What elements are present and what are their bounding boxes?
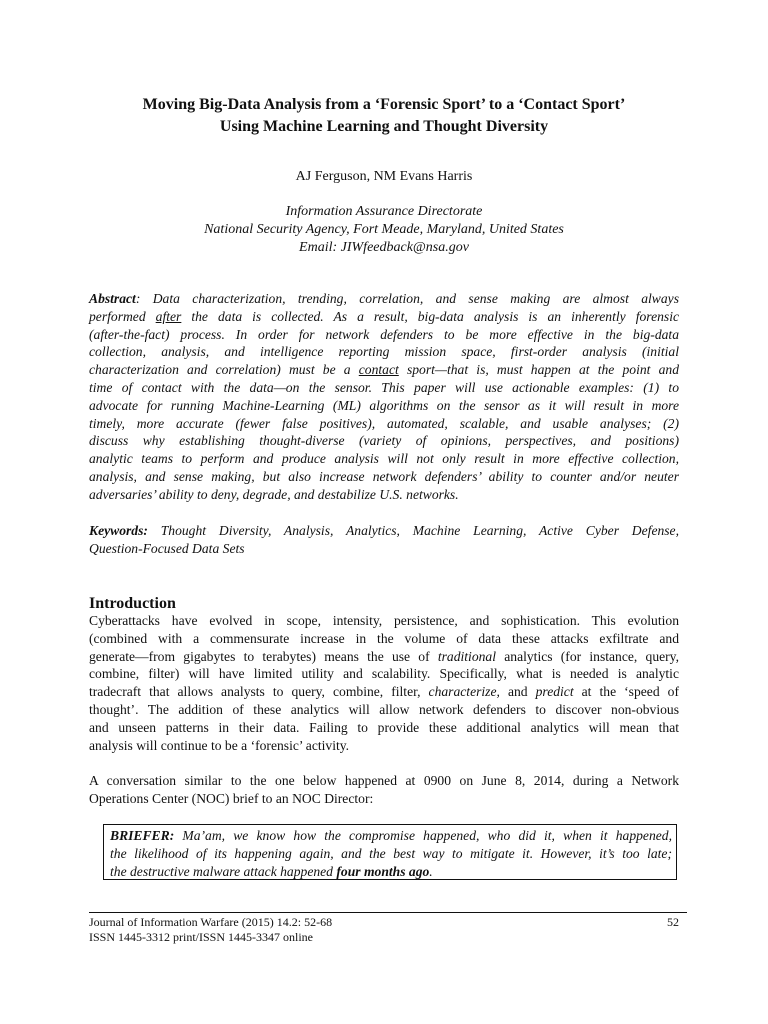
abstract-line	[89, 361, 679, 379]
body-line: Cyberattacks have evolved in scope, intensity, persistence, and sophistication. This evolution	[89, 613, 679, 628]
footer-journal: Journal of Information Warfare (2015) 14.2: 52-68	[89, 915, 333, 929]
body-text: at the ‘speed of	[573, 684, 679, 700]
paper-title	[60, 94, 708, 138]
body-italic: characterize,	[428, 684, 500, 700]
abstract-line	[89, 290, 679, 308]
quote-emphasis: four months ago	[336, 863, 430, 879]
footer-issn: ISSN 1445-3312 print/ISSN 1445-3347 online	[89, 930, 314, 944]
page-number: 52	[667, 915, 679, 929]
abstract	[89, 290, 679, 504]
abstract-line: adversaries’ ability to deny, degrade, and destabilize U.S. networks.	[89, 486, 459, 502]
affiliation-line-1: Information Assurance Directorate	[285, 204, 483, 219]
quote-line	[110, 827, 676, 845]
body-line	[89, 683, 679, 701]
body-text: tradecraft that allows analysts to query, combine, filter,	[89, 684, 429, 700]
authors: AJ Ferguson, NM Evans Harris	[295, 169, 473, 184]
abstract-label: Abstract	[89, 291, 136, 306]
abstract-line: time of contact with the data—on the sensor. This paper will use actionable examples: (1) to	[89, 379, 679, 395]
body-text: generate—from gigabytes to terabytes) means the use of	[89, 648, 438, 664]
quote-text: the destructive malware attack happened	[110, 863, 337, 879]
keywords-line	[89, 522, 679, 540]
quote-line: the likelihood of its happening again, and the best way to mitigate it. However, it’s too late;	[110, 845, 672, 861]
quote-line	[110, 863, 676, 881]
body-italic: predict	[535, 684, 574, 700]
body-line: and unseen patterns in their data. Failing to provide these additional analytics will mean that	[89, 719, 679, 735]
body-line: analysis will continue to be a ‘forensic’ activity.	[89, 737, 350, 753]
abstract-line: analysis, and sense making, but also increase network defenders’ ability to counter and/or neuter	[89, 468, 679, 484]
body-line: A conversation similar to the one below happened at 0900 on June 8, 2014, during a Network	[89, 773, 679, 788]
affiliation	[60, 203, 708, 257]
quote-text: .	[429, 863, 433, 879]
body-line	[89, 648, 679, 666]
keywords-text: Thought Diversity, Analysis, Analytics, Machine Learning, Active Cyber Defense,	[147, 523, 679, 538]
introduction-body	[89, 612, 679, 754]
abstract-underlined-word: contact	[358, 362, 399, 378]
affiliation-email: Email: JIWfeedback@nsa.gov	[299, 240, 469, 255]
keywords-label: Keywords:	[89, 523, 148, 538]
abstract-text: the data is collected. As a result, big-data analysis is an inherently forensic	[181, 308, 679, 324]
footer-rule	[89, 912, 687, 913]
affiliation-line-2: National Security Agency, Fort Meade, Maryland, United States	[204, 222, 564, 237]
body-text: analytics (for instance, query,	[496, 648, 679, 664]
keywords	[89, 522, 679, 558]
abstract-text: sport—that is, must happen at the point and	[398, 362, 679, 378]
briefer-quote-box	[103, 824, 677, 880]
page-footer	[89, 915, 679, 945]
abstract-text: performed	[89, 308, 156, 324]
keywords-line: Question-Focused Data Sets	[89, 540, 245, 556]
abstract-line	[89, 308, 679, 326]
abstract-line: discuss why establishing thought-diverse (variety of opinions, perspectives, and positions)	[89, 433, 679, 449]
body-line: combine, filter) will have limited utility and scalability. Specifically, what is needed is analytic	[89, 666, 679, 682]
body-italic: traditional	[437, 648, 497, 664]
body-text: and	[499, 684, 536, 700]
abstract-line: timely, more accurate (fewer false positives), automated, scalable, and usable analyses; (2)	[89, 415, 679, 431]
abstract-text: characterization and correlation) must be a	[89, 362, 359, 378]
conversation-paragraph	[89, 772, 679, 808]
section-heading-introduction: Introduction	[89, 595, 176, 612]
body-line: Operations Center (NOC) brief to an NOC Director:	[89, 790, 374, 806]
title-line-2: Using Machine Learning and Thought Diversity	[219, 118, 549, 135]
abstract-underlined-word: after	[155, 308, 182, 324]
abstract-line: (after-the-fact) process. In order for network defenders to be more effective in the big-data	[89, 326, 679, 342]
quote-text: Ma’am, we know how the compromise happened, who did it, when it happened,	[174, 828, 672, 843]
body-line: (combined with a commensurate increase in the volume of data these attacks exfiltrate and	[89, 630, 679, 646]
title-line-1: Moving Big-Data Analysis from a ‘Forensic Sport’ to a ‘Contact Sport’	[142, 96, 626, 113]
abstract-text: : Data characterization, trending, correlation, and sense making are almost always	[135, 291, 679, 306]
quote-speaker: BRIEFER:	[110, 828, 175, 843]
abstract-line: collection, analysis, and intelligence reporting mission space, first-order analysis (initial	[89, 344, 679, 360]
abstract-line: advocate for running Machine-Learning (ML) algorithms on the sensor as it will result in more	[89, 397, 679, 413]
body-line: thought’. The addition of these analytics will allow network defenders to discover non-obvious	[89, 701, 679, 717]
abstract-line: analytic teams to perform and produce analysis will not only result in more effective collection,	[89, 451, 679, 467]
